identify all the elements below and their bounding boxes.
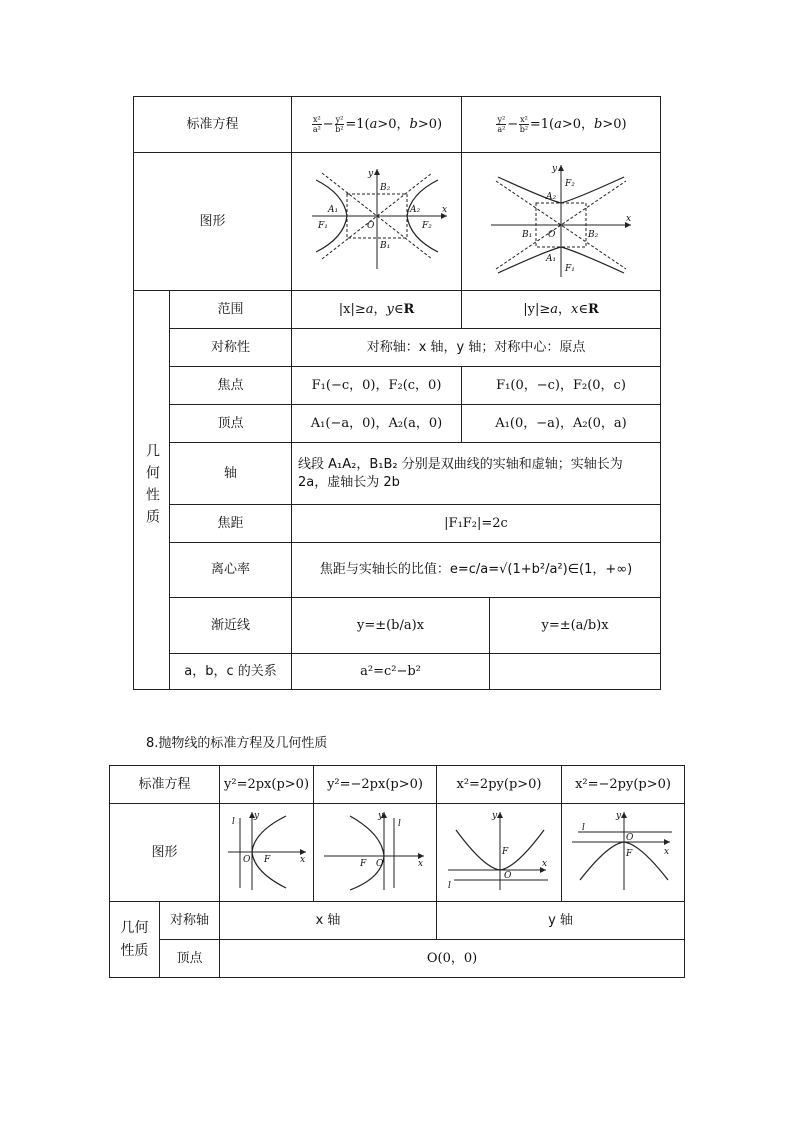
hyperbola-graph-x [292, 153, 462, 291]
eccentricity-label: 离心率 [170, 543, 292, 598]
svg-text:F₁: F₁ [565, 263, 575, 274]
focus-label: 焦点 [170, 367, 292, 405]
focal-distance-value: |F₁F₂|=2c [292, 505, 661, 543]
svg-text:x: x [626, 213, 632, 224]
svg-text:l: l [398, 818, 401, 829]
focal-distance-label: 焦距 [170, 505, 292, 543]
symmetry-label: 对称性 [170, 329, 292, 367]
svg-text:O: O [243, 854, 251, 865]
parabola-eq-2: y²=−2px(p>0) [314, 766, 437, 804]
svg-text:O: O [548, 229, 556, 240]
svg-text:x: x [441, 204, 447, 215]
vertex-y: A₁(0，−a)，A₂(0，a) [462, 405, 661, 443]
parabola-graph-right [220, 804, 314, 902]
vertex-label: 顶点 [170, 405, 292, 443]
svg-text:y: y [254, 810, 260, 821]
asymptote-label: 渐近线 [170, 598, 292, 654]
svg-text:A₂: A₂ [409, 204, 420, 215]
svg-text:O: O [504, 870, 512, 881]
parabola-vertex-value: O(0，0) [220, 940, 685, 978]
svg-text:F: F [264, 854, 271, 865]
svg-text:F: F [626, 848, 633, 859]
abc-relation-empty [490, 654, 661, 690]
svg-text:y: y [378, 810, 384, 821]
svg-text:O: O [626, 832, 634, 843]
svg-text:B₁: B₁ [522, 229, 533, 240]
svg-text:B₂: B₂ [588, 229, 599, 240]
parabola-eq-1: y²=2px(p>0) [220, 766, 314, 804]
svg-text:y: y [552, 163, 558, 174]
focus-y: F₁(0，−c)，F₂(0，c) [462, 367, 661, 405]
parabola-graph-left [314, 804, 437, 902]
parabola-vertex-label: 顶点 [160, 940, 220, 978]
svg-text:x: x [418, 858, 424, 869]
symmetry-value: 对称轴：x 轴，y 轴；对称中心：原点 [292, 329, 661, 367]
svg-text:F₂: F₂ [421, 220, 432, 231]
parabola-section-title: 8.抛物线的标准方程及几何性质 [146, 736, 328, 751]
svg-text:A₁: A₁ [327, 204, 338, 215]
svg-text:y: y [367, 168, 373, 179]
hyperbola-graph-y [462, 153, 661, 291]
svg-text:O: O [366, 220, 374, 231]
eccentricity-value: 焦距与实轴长的比值：e=c/a=√(1+b²/a²)∈(1，+∞) [292, 543, 661, 598]
svg-text:y: y [492, 810, 498, 821]
range-x: |x|≥a，y∈R [292, 291, 462, 329]
svg-text:O: O [376, 858, 384, 869]
parabola-graph-label: 图形 [110, 804, 220, 902]
abc-relation-label: a，b，c 的关系 [170, 654, 292, 690]
axis-label: 轴 [170, 443, 292, 505]
focus-x: F₁(−c，0)，F₂(c，0) [292, 367, 462, 405]
range-y: |y|≥a，x∈R [462, 291, 661, 329]
hyperbola-eq-x: $\frac{\text{x²}}{\text{a²}}$ − $\frac{\text{y²}}{\text{b²}}$ =1(a>0，b>0) [292, 97, 462, 153]
geometric-properties-label: 几何性质 [134, 291, 170, 690]
abc-relation-value: a²=c²−b² [292, 654, 490, 690]
asymptote-y: y=±(a/b)x [490, 598, 661, 654]
std-eq-label: 标准方程 [134, 97, 292, 153]
parabola-table [109, 765, 685, 978]
svg-text:B₂: B₂ [379, 182, 390, 193]
svg-text:A₂: A₂ [546, 191, 557, 202]
parabola-eq-4: x²=−2py(p>0) [562, 766, 685, 804]
vertex-x: A₁(−a，0)，A₂(a，0) [292, 405, 462, 443]
svg-text:F₁: F₁ [317, 220, 328, 231]
svg-text:B₁: B₁ [379, 240, 390, 251]
graph-label: 图形 [134, 153, 292, 291]
parabola-symmetry-y: y 轴 [437, 902, 685, 940]
svg-text:F: F [360, 858, 367, 869]
svg-text:x: x [300, 854, 306, 865]
svg-text:A₁: A₁ [546, 253, 557, 264]
svg-text:x: x [664, 846, 670, 857]
svg-text:l: l [232, 816, 235, 827]
parabola-graph-down [562, 804, 685, 902]
parabola-geometric-properties-label: 几何性质 [110, 902, 160, 978]
parabola-symmetry-label: 对称轴 [160, 902, 220, 940]
svg-text:F₂: F₂ [565, 178, 575, 189]
range-label: 范围 [170, 291, 292, 329]
asymptote-x: y=±(b/a)x [292, 598, 490, 654]
svg-text:x: x [542, 858, 548, 869]
parabola-eq-3: x²=2py(p>0) [437, 766, 562, 804]
hyperbola-eq-y: $\frac{\text{y²}}{\text{a²}}$ − $\frac{\text{x²}}{\text{b²}}$ =1(a>0，b>0) [462, 97, 661, 153]
svg-text:F: F [502, 846, 509, 857]
hyperbola-table [133, 96, 661, 690]
parabola-symmetry-x: x 轴 [220, 902, 437, 940]
parabola-std-eq-label: 标准方程 [110, 766, 220, 804]
parabola-graph-up [437, 804, 562, 902]
svg-text:l: l [448, 880, 451, 891]
svg-text:l: l [582, 822, 585, 833]
axis-value: 线段 A₁A₂，B₁B₂ 分别是双曲线的实轴和虚轴；实轴长为 2a，虚轴长为 2b [292, 443, 661, 505]
svg-text:y: y [616, 810, 622, 821]
